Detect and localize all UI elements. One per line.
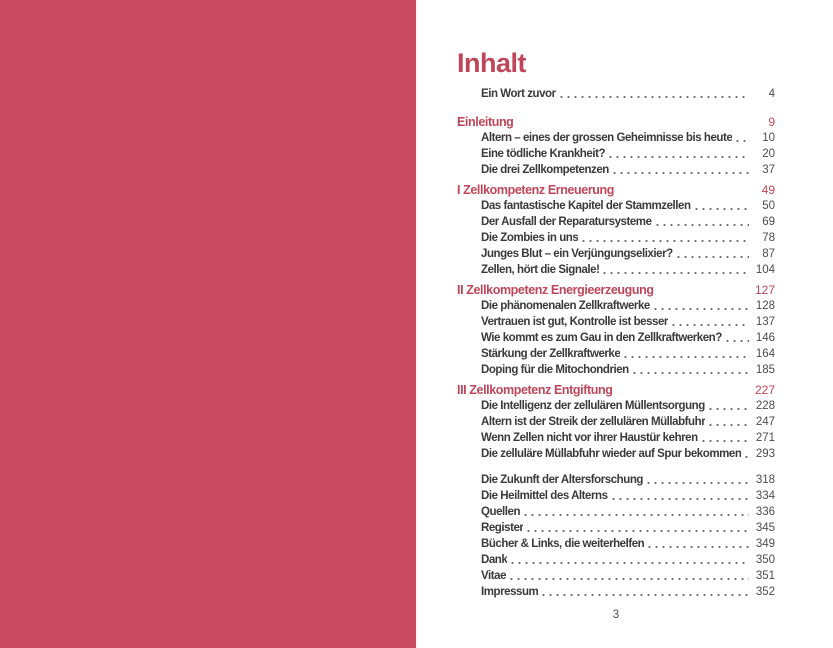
toc-entry-title: Wie kommt es zum Gau in den Zellkraftwerken? bbox=[481, 332, 722, 344]
dot-leader bbox=[509, 552, 749, 568]
dot-leader bbox=[522, 504, 749, 520]
toc-entry-row bbox=[457, 362, 775, 378]
toc-section-row bbox=[457, 114, 775, 130]
toc-section-page-number: 49 bbox=[761, 183, 775, 197]
toc-entry-page-number: 146 bbox=[755, 332, 775, 344]
toc-entry-row bbox=[457, 568, 775, 584]
dot-leader bbox=[743, 446, 749, 462]
dot-leader bbox=[558, 86, 749, 102]
toc-entry-title: Bücher & Links, die weiterhelfen bbox=[481, 538, 645, 550]
left-color-panel bbox=[0, 0, 416, 648]
toc-entry-row bbox=[457, 330, 775, 346]
toc-group bbox=[457, 86, 775, 102]
toc-page bbox=[416, 0, 833, 648]
table-of-contents bbox=[457, 86, 775, 600]
toc-section-row bbox=[457, 182, 775, 198]
page-number: 3 bbox=[612, 609, 620, 621]
toc-entry-page-number: 247 bbox=[755, 416, 775, 428]
dot-leader bbox=[646, 536, 749, 552]
toc-entry-row bbox=[457, 346, 775, 362]
toc-entry-page-number: 87 bbox=[762, 248, 775, 260]
dot-leader bbox=[724, 330, 749, 346]
toc-entry-row bbox=[457, 298, 775, 314]
toc-entry-row bbox=[457, 214, 775, 230]
toc-section-heading: III Zellkompetenz Entgiftung bbox=[457, 383, 613, 397]
toc-group bbox=[457, 182, 775, 278]
dot-leader bbox=[652, 298, 749, 314]
toc-entry-row bbox=[457, 262, 775, 278]
toc-entry-title: Die phänomenalen Zellkraftwerke bbox=[481, 300, 650, 312]
toc-entry-title: Vertrauen ist gut, Kontrolle ist besser bbox=[481, 316, 668, 328]
toc-entry-page-number: 334 bbox=[755, 490, 775, 502]
toc-entry-title: Doping für die Mitochondrien bbox=[481, 364, 629, 376]
toc-entry-title: Register bbox=[481, 522, 524, 534]
toc-entry-page-number: 318 bbox=[755, 474, 775, 486]
toc-entry-title: Dank bbox=[481, 554, 508, 566]
toc-entry-title: Der Ausfall der Reparatursysteme bbox=[481, 216, 652, 228]
dot-leader bbox=[654, 214, 749, 230]
toc-entry-row bbox=[457, 130, 775, 146]
toc-entry-title: Quellen bbox=[481, 506, 521, 518]
toc-entry-page-number: 345 bbox=[755, 522, 775, 534]
dot-leader bbox=[525, 520, 749, 536]
toc-entry-title: Junges Blut – ein Verjüngungselixier? bbox=[481, 248, 673, 260]
toc-group bbox=[457, 382, 775, 462]
toc-section-row bbox=[457, 282, 775, 298]
toc-entry-row bbox=[457, 472, 775, 488]
toc-entry-row bbox=[457, 198, 775, 214]
toc-group bbox=[457, 472, 775, 600]
toc-section-heading: II Zellkompetenz Energieerzeugung bbox=[457, 283, 654, 297]
toc-entry-title: Ein Wort zuvor bbox=[481, 88, 556, 100]
dot-leader bbox=[693, 198, 749, 214]
toc-entry-row bbox=[457, 584, 775, 600]
toc-entry-title: Wenn Zellen nicht vor ihrer Haustür kehren bbox=[481, 432, 698, 444]
toc-entry-page-number: 10 bbox=[762, 132, 775, 144]
toc-entry-page-number: 351 bbox=[755, 570, 775, 582]
toc-entry-row bbox=[457, 146, 775, 162]
toc-entry-page-number: 185 bbox=[755, 364, 775, 376]
toc-entry-row bbox=[457, 86, 775, 102]
toc-entry-page-number: 228 bbox=[755, 400, 775, 412]
toc-group bbox=[457, 114, 775, 178]
toc-section-page-number: 9 bbox=[768, 115, 775, 129]
toc-entry-row bbox=[457, 536, 775, 552]
dot-leader bbox=[540, 584, 749, 600]
dot-leader bbox=[610, 488, 749, 504]
toc-entry-page-number: 50 bbox=[762, 200, 775, 212]
toc-entry-title: Eine tödliche Krankheit? bbox=[481, 148, 606, 160]
toc-entry-row bbox=[457, 520, 775, 536]
toc-entry-row bbox=[457, 162, 775, 178]
toc-entry-page-number: 4 bbox=[768, 88, 775, 100]
toc-entry-title: Die Zombies in uns bbox=[481, 232, 579, 244]
toc-entry-row bbox=[457, 552, 775, 568]
dot-leader bbox=[645, 472, 749, 488]
dot-leader bbox=[707, 398, 749, 414]
toc-entry-title: Altern ist der Streik der zellulären Müllabfuhr bbox=[481, 416, 706, 428]
dot-leader bbox=[607, 146, 749, 162]
toc-section-row bbox=[457, 382, 775, 398]
toc-entry-page-number: 69 bbox=[762, 216, 775, 228]
page-title: Inhalt bbox=[457, 48, 526, 78]
toc-entry-row bbox=[457, 398, 775, 414]
toc-entry-title: Die Intelligenz der zellulären Müllentsorgung bbox=[481, 400, 705, 412]
toc-entry-page-number: 336 bbox=[755, 506, 775, 518]
toc-entry-page-number: 104 bbox=[755, 264, 775, 276]
toc-entry-page-number: 293 bbox=[755, 448, 775, 460]
toc-entry-row bbox=[457, 230, 775, 246]
dot-leader bbox=[707, 414, 749, 430]
toc-section-heading: Einleitung bbox=[457, 115, 514, 129]
toc-entry-page-number: 137 bbox=[755, 316, 775, 328]
dot-leader bbox=[601, 262, 749, 278]
toc-entry-row bbox=[457, 314, 775, 330]
toc-entry-row bbox=[457, 414, 775, 430]
toc-entry-page-number: 271 bbox=[755, 432, 775, 444]
toc-entry-page-number: 352 bbox=[755, 586, 775, 598]
dot-leader bbox=[700, 430, 749, 446]
toc-entry-title: Die Zukunft der Altersforschung bbox=[481, 474, 643, 486]
toc-entry-title: Die Heilmittel des Alterns bbox=[481, 490, 608, 502]
toc-entry-title: Zellen, hört die Signale! bbox=[481, 264, 600, 276]
page-content bbox=[418, 0, 833, 600]
dot-leader bbox=[580, 230, 749, 246]
toc-entry-title: Stärkung der Zellkraftwerke bbox=[481, 348, 621, 360]
toc-entry-title: Impressum bbox=[481, 586, 539, 598]
toc-entry-title: Die drei Zellkompetenzen bbox=[481, 164, 609, 176]
toc-entry-row bbox=[457, 246, 775, 262]
toc-entry-page-number: 350 bbox=[755, 554, 775, 566]
toc-entry-row bbox=[457, 504, 775, 520]
toc-section-heading: I Zellkompetenz Erneuerung bbox=[457, 183, 614, 197]
toc-entry-page-number: 164 bbox=[755, 348, 775, 360]
dot-leader bbox=[508, 568, 749, 584]
toc-entry-title: Altern – eines der grossen Geheimnisse bis heute bbox=[481, 132, 733, 144]
toc-entry-page-number: 128 bbox=[755, 300, 775, 312]
toc-entry-title: Vitae bbox=[481, 570, 507, 582]
dot-leader bbox=[622, 346, 749, 362]
toc-entry-page-number: 349 bbox=[755, 538, 775, 550]
toc-entry-row bbox=[457, 446, 775, 462]
dot-leader bbox=[631, 362, 749, 378]
dot-leader bbox=[675, 246, 749, 262]
dot-leader bbox=[611, 162, 749, 178]
toc-entry-title: Das fantastische Kapitel der Stammzellen bbox=[481, 200, 691, 212]
dot-leader bbox=[734, 130, 749, 146]
dot-leader bbox=[670, 314, 749, 330]
toc-entry-page-number: 20 bbox=[762, 148, 775, 160]
toc-entry-page-number: 78 bbox=[762, 232, 775, 244]
toc-section-page-number: 227 bbox=[754, 383, 775, 397]
toc-entry-title: Die zelluläre Müllabfuhr wieder auf Spur bekommen bbox=[481, 448, 741, 460]
toc-group bbox=[457, 282, 775, 378]
toc-entry-page-number: 37 bbox=[762, 164, 775, 176]
toc-entry-row bbox=[457, 488, 775, 504]
toc-entry-row bbox=[457, 430, 775, 446]
toc-section-page-number: 127 bbox=[754, 283, 775, 297]
